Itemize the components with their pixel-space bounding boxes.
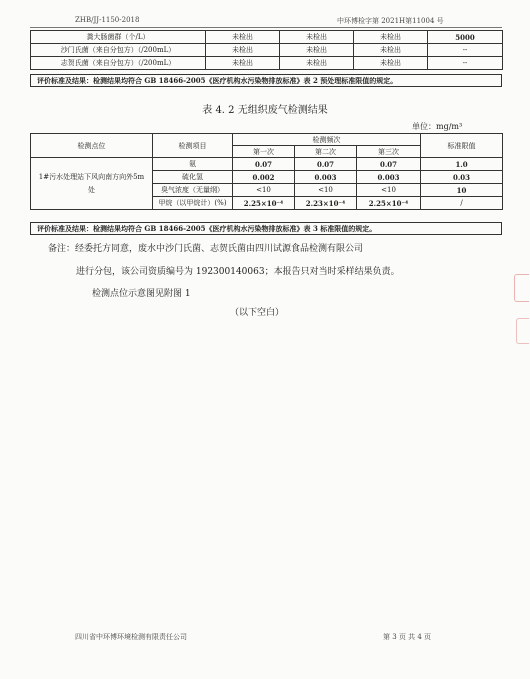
value-cell: 未检出 (280, 57, 354, 70)
table-title: 表 4. 2 无组织废气检测结果 (202, 105, 328, 116)
value-cell: <10 (295, 184, 357, 197)
value-cell: 2.25×10⁻⁴ (357, 197, 421, 210)
value-cell: 2.25×10⁻⁴ (233, 197, 295, 210)
value-cell: 未检出 (354, 31, 428, 44)
remark-line-2: 进行分包，该公司资质编号为 192300140063；本报告只对当时采样结果负责。 (76, 267, 400, 277)
seal-stamp-fragment (514, 274, 529, 302)
item-cell: 氨 (153, 158, 233, 171)
header-second: 第二次 (295, 146, 357, 158)
value-cell: 0.002 (233, 171, 295, 184)
page-number: 第 3 页 共 4 页 (383, 633, 432, 641)
table-row (31, 31, 503, 44)
value-cell: 0.07 (295, 158, 357, 171)
value-cell: <10 (233, 184, 295, 197)
item-cell: 沙门氏菌（来自分包方）（/200mL） (31, 44, 206, 57)
value-cell: 0.07 (233, 158, 295, 171)
header-item: 检测项目 (153, 134, 233, 158)
unit-label: 单位：mg/m³ (412, 122, 463, 131)
value-cell: 未检出 (280, 44, 354, 57)
water-results-table (30, 30, 503, 70)
limit-cell: / (421, 197, 503, 210)
header-third: 第三次 (357, 146, 421, 158)
remark-line-1: 备注：经委托方同意，废水中沙门氏菌、志贺氏菌由四川试源食品检测有限公司 (48, 244, 364, 254)
limit-cell: -- (428, 44, 503, 57)
air-results-table (30, 133, 503, 210)
header-limit: 标准限值 (421, 134, 503, 158)
table-row (31, 57, 503, 70)
remark-line-3: 检测点位示意图见附图 1 (92, 289, 191, 299)
value-cell: <10 (357, 184, 421, 197)
value-cell: 2.23×10⁻⁴ (295, 197, 357, 210)
header-row (31, 134, 503, 146)
limit-cell: 1.0 (421, 158, 503, 171)
limit-cell: 5000 (428, 31, 503, 44)
item-cell: 臭气浓度（无量纲） (153, 184, 233, 197)
table-row (31, 44, 503, 57)
table-row (31, 158, 503, 171)
value-cell: 未检出 (206, 44, 280, 57)
limit-cell: 0.03 (421, 171, 503, 184)
header-point: 检测点位 (31, 134, 153, 158)
seal-stamp-fragment (516, 318, 529, 344)
evaluation-note-1: 评价标准及结果：检测结果均符合 GB 18466-2005《医疗机构水污染物排放标准》表 2 预处理标准限值的规定。 (30, 74, 502, 87)
limit-cell: 10 (421, 184, 503, 197)
evaluation-note-2: 评价标准及结果：检测结果均符合 GB 18466-2005《医疗机构水污染物排放标准》表 3 标准限值的规定。 (30, 222, 502, 235)
header-divider (30, 27, 502, 28)
location-cell: 1#污水处理站下风向南方向外5m 处 (31, 158, 153, 210)
header-frequency: 检测频次 (233, 134, 421, 146)
value-cell: 未检出 (206, 57, 280, 70)
report-number: 中环博检字第 2021H第11004 号 (337, 17, 444, 25)
header-first: 第一次 (233, 146, 295, 158)
value-cell: 0.003 (357, 171, 421, 184)
value-cell: 未检出 (206, 31, 280, 44)
value-cell: 未检出 (354, 44, 428, 57)
limit-cell: -- (428, 57, 503, 70)
item-cell: 甲烷（以甲烷计）(%) (153, 197, 233, 210)
document-code: ZHB/JJ-1150-2018 (75, 16, 140, 24)
value-cell: 0.003 (295, 171, 357, 184)
company-name: 四川省中环博环境检测有限责任公司 (75, 633, 187, 641)
value-cell: 未检出 (280, 31, 354, 44)
value-cell: 未检出 (354, 57, 428, 70)
item-cell: 粪大肠菌群（个/L） (31, 31, 206, 44)
item-cell: 硫化氢 (153, 171, 233, 184)
value-cell: 0.07 (357, 158, 421, 171)
item-cell: 志贺氏菌（来自分包方）（/200mL） (31, 57, 206, 70)
blank-marker: （以下空白） (230, 308, 285, 318)
